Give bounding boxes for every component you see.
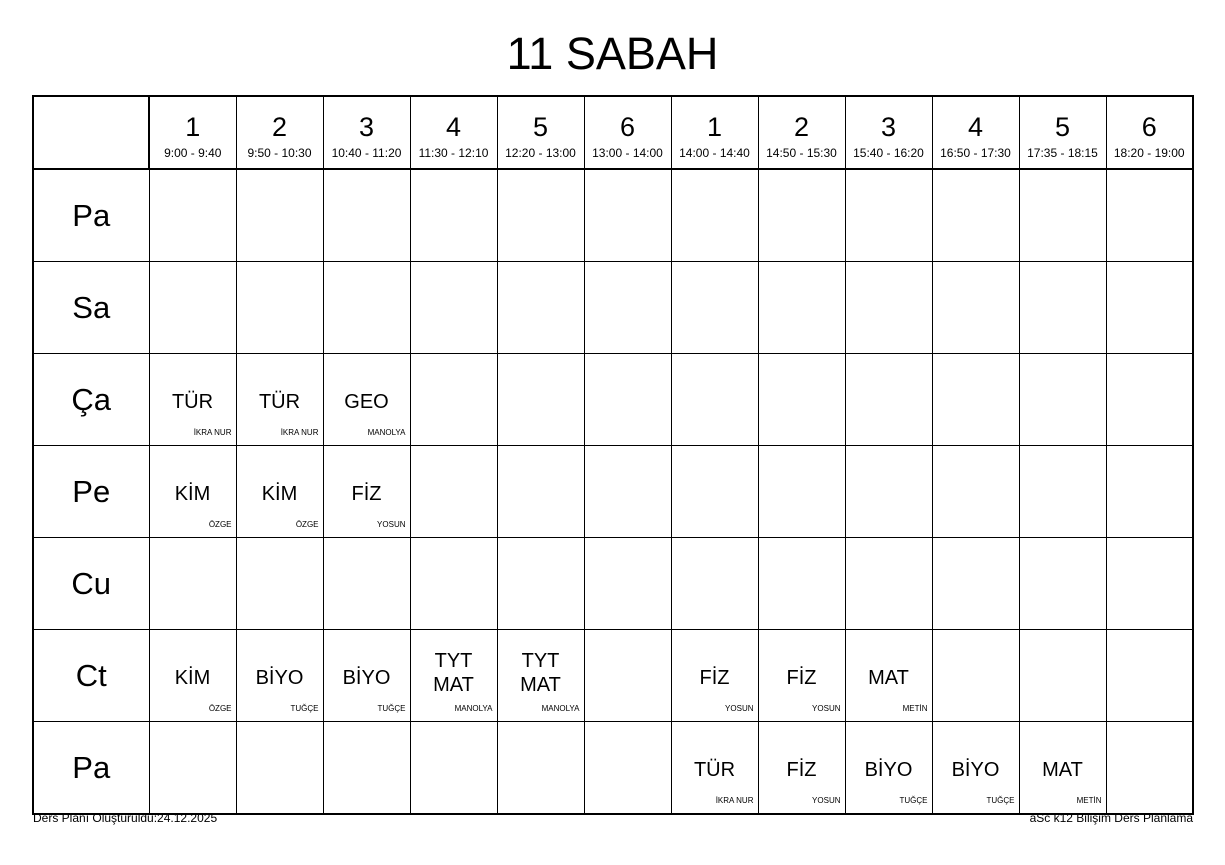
empty-cell <box>758 169 845 262</box>
empty-cell <box>932 354 1019 446</box>
day-name: Ct <box>33 630 149 722</box>
subject-line: MAT <box>1042 759 1083 781</box>
empty-cell <box>671 446 758 538</box>
lesson-subject <box>150 666 236 690</box>
empty-cell <box>584 169 671 262</box>
empty-cell <box>410 354 497 446</box>
period-number: 1 <box>185 111 201 142</box>
lesson-subject <box>324 666 410 690</box>
empty-cell <box>497 354 584 446</box>
empty-cell <box>323 169 410 262</box>
lesson-teacher: YOSUN <box>812 704 841 713</box>
lesson-subject <box>672 666 758 690</box>
subject-line: KİM <box>261 483 298 505</box>
empty-cell <box>758 446 845 538</box>
lesson-cell <box>323 446 410 538</box>
lesson-teacher: METİN <box>1076 796 1102 805</box>
period-time: 17:35 - 18:15 <box>1027 145 1098 160</box>
day-row <box>33 722 1193 815</box>
period-time: 18:20 - 19:00 <box>1113 145 1185 160</box>
period-header-row <box>33 96 1193 169</box>
empty-cell <box>758 354 845 446</box>
empty-cell <box>758 538 845 630</box>
empty-cell <box>1106 538 1193 630</box>
lesson-teacher: ÖZGE <box>295 520 319 529</box>
subject-line: BİYO <box>255 667 304 689</box>
empty-cell <box>1019 169 1106 262</box>
subject-line: BİYO <box>951 759 1000 781</box>
footer-software-credit: aSc k12 Bilişim Ders Planlama <box>1029 811 1193 825</box>
subject-line: BİYO <box>342 667 391 689</box>
empty-cell <box>584 630 671 722</box>
empty-cell <box>236 169 323 262</box>
empty-cell <box>323 538 410 630</box>
empty-cell <box>1019 630 1106 722</box>
lesson-teacher: YOSUN <box>377 520 406 529</box>
empty-cell <box>236 262 323 354</box>
day-name: Pe <box>33 446 149 538</box>
lesson-cell <box>323 630 410 722</box>
subject-line: KİM <box>174 667 211 689</box>
subject-line: GEO <box>344 391 389 413</box>
subject-line: FİZ <box>786 667 817 689</box>
empty-cell <box>671 262 758 354</box>
period-header <box>584 96 671 169</box>
lesson-teacher: TUĞÇE <box>986 796 1015 805</box>
lesson-subject <box>846 758 932 782</box>
period-header <box>1019 96 1106 169</box>
empty-cell <box>1106 169 1193 262</box>
empty-cell <box>932 446 1019 538</box>
period-time: 14:50 - 15:30 <box>766 145 837 160</box>
subject-line: FİZ <box>351 483 382 505</box>
empty-cell <box>1106 630 1193 722</box>
lesson-subject <box>759 666 845 690</box>
subject-line: BİYO <box>864 759 913 781</box>
subject-line: TYT <box>521 650 560 672</box>
lesson-subject <box>933 758 1019 782</box>
lesson-subject <box>759 758 845 782</box>
day-row <box>33 262 1193 354</box>
empty-cell <box>932 262 1019 354</box>
empty-cell <box>497 722 584 815</box>
period-number: 4 <box>445 111 462 142</box>
period-header <box>845 96 932 169</box>
lesson-subject <box>672 758 758 782</box>
period-number: 6 <box>1141 111 1157 142</box>
period-number: 2 <box>793 111 810 142</box>
empty-cell <box>236 538 323 630</box>
lesson-subject <box>846 666 932 690</box>
lesson-subject <box>237 482 323 506</box>
empty-cell <box>932 538 1019 630</box>
lesson-cell <box>149 630 236 722</box>
lesson-teacher: İKRA NUR <box>715 796 754 805</box>
lesson-cell <box>671 722 758 815</box>
period-header <box>410 96 497 169</box>
empty-cell <box>1019 354 1106 446</box>
empty-cell <box>410 538 497 630</box>
subject-line: MAT <box>520 674 561 696</box>
subject-line: MAT <box>433 674 474 696</box>
empty-cell <box>758 262 845 354</box>
subject-line: TÜR <box>693 759 736 781</box>
lesson-subject <box>150 390 236 414</box>
empty-cell <box>932 169 1019 262</box>
period-time: 14:00 - 14:40 <box>679 145 750 160</box>
period-number: 5 <box>1054 111 1071 142</box>
lesson-cell <box>149 446 236 538</box>
empty-cell <box>149 262 236 354</box>
period-time: 16:50 - 17:30 <box>940 145 1011 160</box>
subject-line: FİZ <box>699 667 730 689</box>
lesson-teacher: MANOLYA <box>541 704 580 713</box>
lesson-cell <box>758 630 845 722</box>
period-number: 2 <box>271 111 288 142</box>
empty-cell <box>584 538 671 630</box>
empty-cell <box>845 169 932 262</box>
empty-cell <box>1106 262 1193 354</box>
empty-cell <box>1019 262 1106 354</box>
lesson-cell <box>149 354 236 446</box>
period-header <box>758 96 845 169</box>
period-time: 9:00 - 9:40 <box>164 145 222 160</box>
lesson-cell <box>1019 722 1106 815</box>
empty-cell <box>1106 446 1193 538</box>
timetable <box>32 95 1194 815</box>
lesson-cell <box>236 354 323 446</box>
lesson-subject <box>1020 758 1106 782</box>
day-row <box>33 169 1193 262</box>
lesson-cell <box>236 446 323 538</box>
lesson-subject <box>150 482 236 506</box>
lesson-cell <box>497 630 584 722</box>
empty-cell <box>323 262 410 354</box>
empty-cell <box>1019 538 1106 630</box>
lesson-cell <box>932 722 1019 815</box>
period-header <box>671 96 758 169</box>
period-time: 12:20 - 13:00 <box>505 145 576 160</box>
empty-cell <box>671 169 758 262</box>
empty-cell <box>584 722 671 815</box>
subject-line: TÜR <box>171 391 214 413</box>
period-number: 3 <box>880 111 897 142</box>
empty-cell <box>410 722 497 815</box>
empty-cell <box>323 722 410 815</box>
day-row <box>33 538 1193 630</box>
empty-cell <box>410 446 497 538</box>
lesson-teacher: İKRA NUR <box>193 428 232 437</box>
empty-cell <box>671 354 758 446</box>
period-time: 13:00 - 14:00 <box>592 145 663 160</box>
subject-line: FİZ <box>786 759 817 781</box>
lesson-subject <box>324 482 410 506</box>
empty-cell <box>236 722 323 815</box>
lesson-teacher: METİN <box>902 704 928 713</box>
subject-line: KİM <box>174 483 211 505</box>
day-row <box>33 354 1193 446</box>
empty-cell <box>845 538 932 630</box>
empty-cell <box>584 446 671 538</box>
empty-cell <box>497 446 584 538</box>
corner-cell <box>33 96 149 169</box>
lesson-teacher: TUĞÇE <box>290 704 319 713</box>
empty-cell <box>584 354 671 446</box>
lesson-teacher: MANOLYA <box>367 428 406 437</box>
day-name: Pa <box>33 722 149 815</box>
lesson-subject <box>324 390 410 414</box>
empty-cell <box>584 262 671 354</box>
footer-created-date: Ders Planı Oluşturuldu:24.12.2025 <box>33 811 218 825</box>
day-row <box>33 446 1193 538</box>
subject-line: TYT <box>434 650 473 672</box>
period-header <box>497 96 584 169</box>
lesson-teacher: TUĞÇE <box>377 704 406 713</box>
lesson-cell <box>236 630 323 722</box>
period-header <box>149 96 236 169</box>
lesson-cell <box>845 722 932 815</box>
period-time: 10:40 - 11:20 <box>331 145 402 160</box>
period-time: 11:30 - 12:10 <box>418 145 489 160</box>
period-number: 3 <box>358 111 375 142</box>
subject-line: TÜR <box>258 391 301 413</box>
day-name: Ça <box>33 354 149 446</box>
empty-cell <box>149 538 236 630</box>
page-title: 11 SABAH <box>506 28 719 79</box>
empty-cell <box>1019 446 1106 538</box>
empty-cell <box>149 169 236 262</box>
lesson-cell <box>758 722 845 815</box>
period-number: 4 <box>967 111 984 142</box>
period-header <box>1106 96 1193 169</box>
empty-cell <box>497 538 584 630</box>
lesson-subject <box>498 649 584 697</box>
period-time: 15:40 - 16:20 <box>853 145 924 160</box>
lesson-subject <box>411 649 497 697</box>
empty-cell <box>149 722 236 815</box>
period-header <box>932 96 1019 169</box>
lesson-subject <box>237 666 323 690</box>
empty-cell <box>1106 354 1193 446</box>
day-row <box>33 630 1193 722</box>
empty-cell <box>671 538 758 630</box>
lesson-cell <box>671 630 758 722</box>
empty-cell <box>845 446 932 538</box>
lesson-cell <box>845 630 932 722</box>
day-name: Sa <box>33 262 149 354</box>
lesson-teacher: ÖZGE <box>208 704 232 713</box>
period-number: 6 <box>619 111 636 142</box>
empty-cell <box>410 262 497 354</box>
empty-cell <box>410 169 497 262</box>
empty-cell <box>845 262 932 354</box>
period-number: 1 <box>706 111 723 142</box>
empty-cell <box>1106 722 1193 815</box>
empty-cell <box>497 169 584 262</box>
period-time: 9:50 - 10:30 <box>247 145 312 160</box>
lesson-teacher: ÖZGE <box>208 520 232 529</box>
day-name: Cu <box>33 538 149 630</box>
lesson-teacher: YOSUN <box>812 796 841 805</box>
empty-cell <box>845 354 932 446</box>
period-header <box>323 96 410 169</box>
empty-cell <box>497 262 584 354</box>
lesson-teacher: İKRA NUR <box>280 428 319 437</box>
lesson-teacher: TUĞÇE <box>899 796 928 805</box>
lesson-teacher: MANOLYA <box>454 704 493 713</box>
lesson-teacher: YOSUN <box>725 704 754 713</box>
period-header <box>236 96 323 169</box>
lesson-subject <box>237 390 323 414</box>
lesson-cell <box>323 354 410 446</box>
day-name: Pa <box>33 169 149 262</box>
period-number: 5 <box>532 111 549 142</box>
subject-line: MAT <box>868 667 909 689</box>
empty-cell <box>932 630 1019 722</box>
lesson-cell <box>410 630 497 722</box>
